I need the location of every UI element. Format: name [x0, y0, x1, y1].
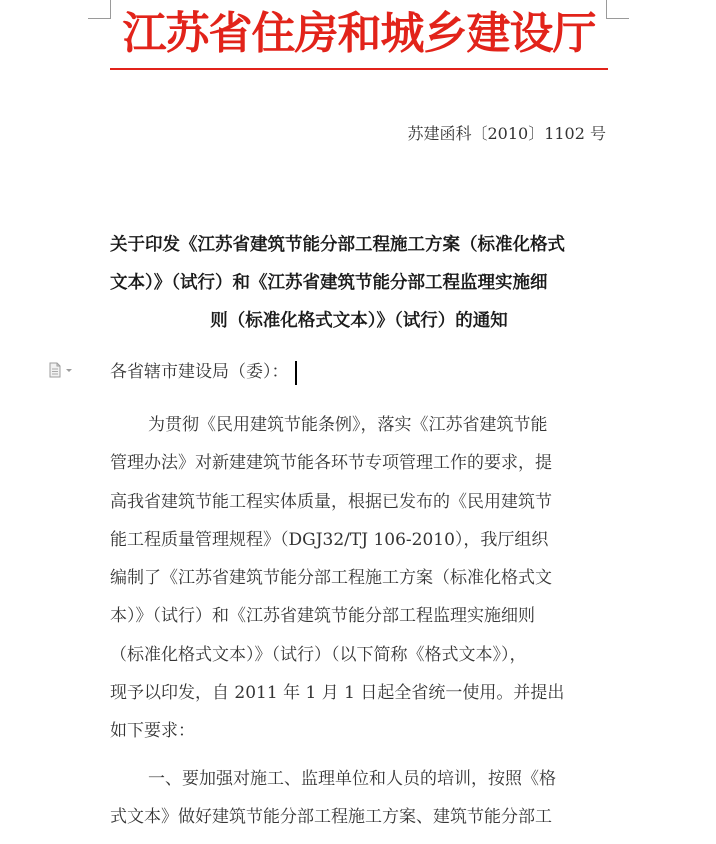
paragraph-line: 如下要求：	[110, 721, 195, 742]
page-corner-mark-left	[88, 0, 111, 19]
paragraph-line: 高我省建筑节能工程实体质量，根据已发布的《民用建筑节	[110, 491, 552, 512]
salutation-text: 各省辖市建设局（委）：	[110, 362, 289, 382]
header-red-rule	[110, 68, 608, 70]
issuing-org-header: 江苏省住房和城乡建设厅	[122, 8, 596, 59]
salutation	[110, 357, 297, 387]
paragraph-line: 一、要加强对施工、监理单位和人员的培训，按照《格	[148, 769, 556, 789]
paragraph-options-button[interactable]	[48, 362, 76, 378]
title-line: 文本）》（试行）和《江苏省建筑节能分部工程监理实施细	[110, 273, 548, 293]
text-cursor	[295, 361, 297, 385]
title-line: 关于印发《江苏省建筑节能分部工程施工方案（标准化格式	[110, 235, 565, 255]
paragraph-line: 能工程质量管理规程》（DGJ32/TJ 106-2010），我厅组织	[110, 529, 549, 550]
body-paragraph-2	[110, 760, 610, 837]
page-corner-mark-right	[606, 0, 629, 19]
paragraph-line: 现予以印发，自 2011 年 1 月 1 日起全省统一使用。并提出	[110, 683, 565, 704]
paragraph-line: 编制了《江苏省建筑节能分部工程施工方案（标准化格式文	[110, 568, 552, 589]
paragraph-line: 式文本》做好建筑节能分部工程施工方案、建筑节能分部工	[110, 807, 552, 828]
chevron-down-icon	[66, 369, 72, 372]
document-number: 苏建函科〔2010〕1102 号	[407, 124, 606, 143]
paragraph-line: 本）》（试行）和《江苏省建筑节能分部工程监理实施细则	[110, 606, 535, 627]
paragraph-line: （标准化格式文本）》（试行）（以下简称《格式文本》），	[110, 644, 527, 665]
document-icon	[48, 362, 76, 378]
notice-title	[110, 226, 608, 340]
body-paragraph-1	[110, 406, 610, 751]
title-line: 则（标准化格式文本）》（试行）的通知	[210, 311, 508, 331]
paragraph-line: 管理办法》对新建建筑节能各环节专项管理工作的要求，提	[110, 453, 552, 474]
paragraph-line: 为贯彻《民用建筑节能条例》，落实《江苏省建筑节能	[148, 415, 548, 435]
